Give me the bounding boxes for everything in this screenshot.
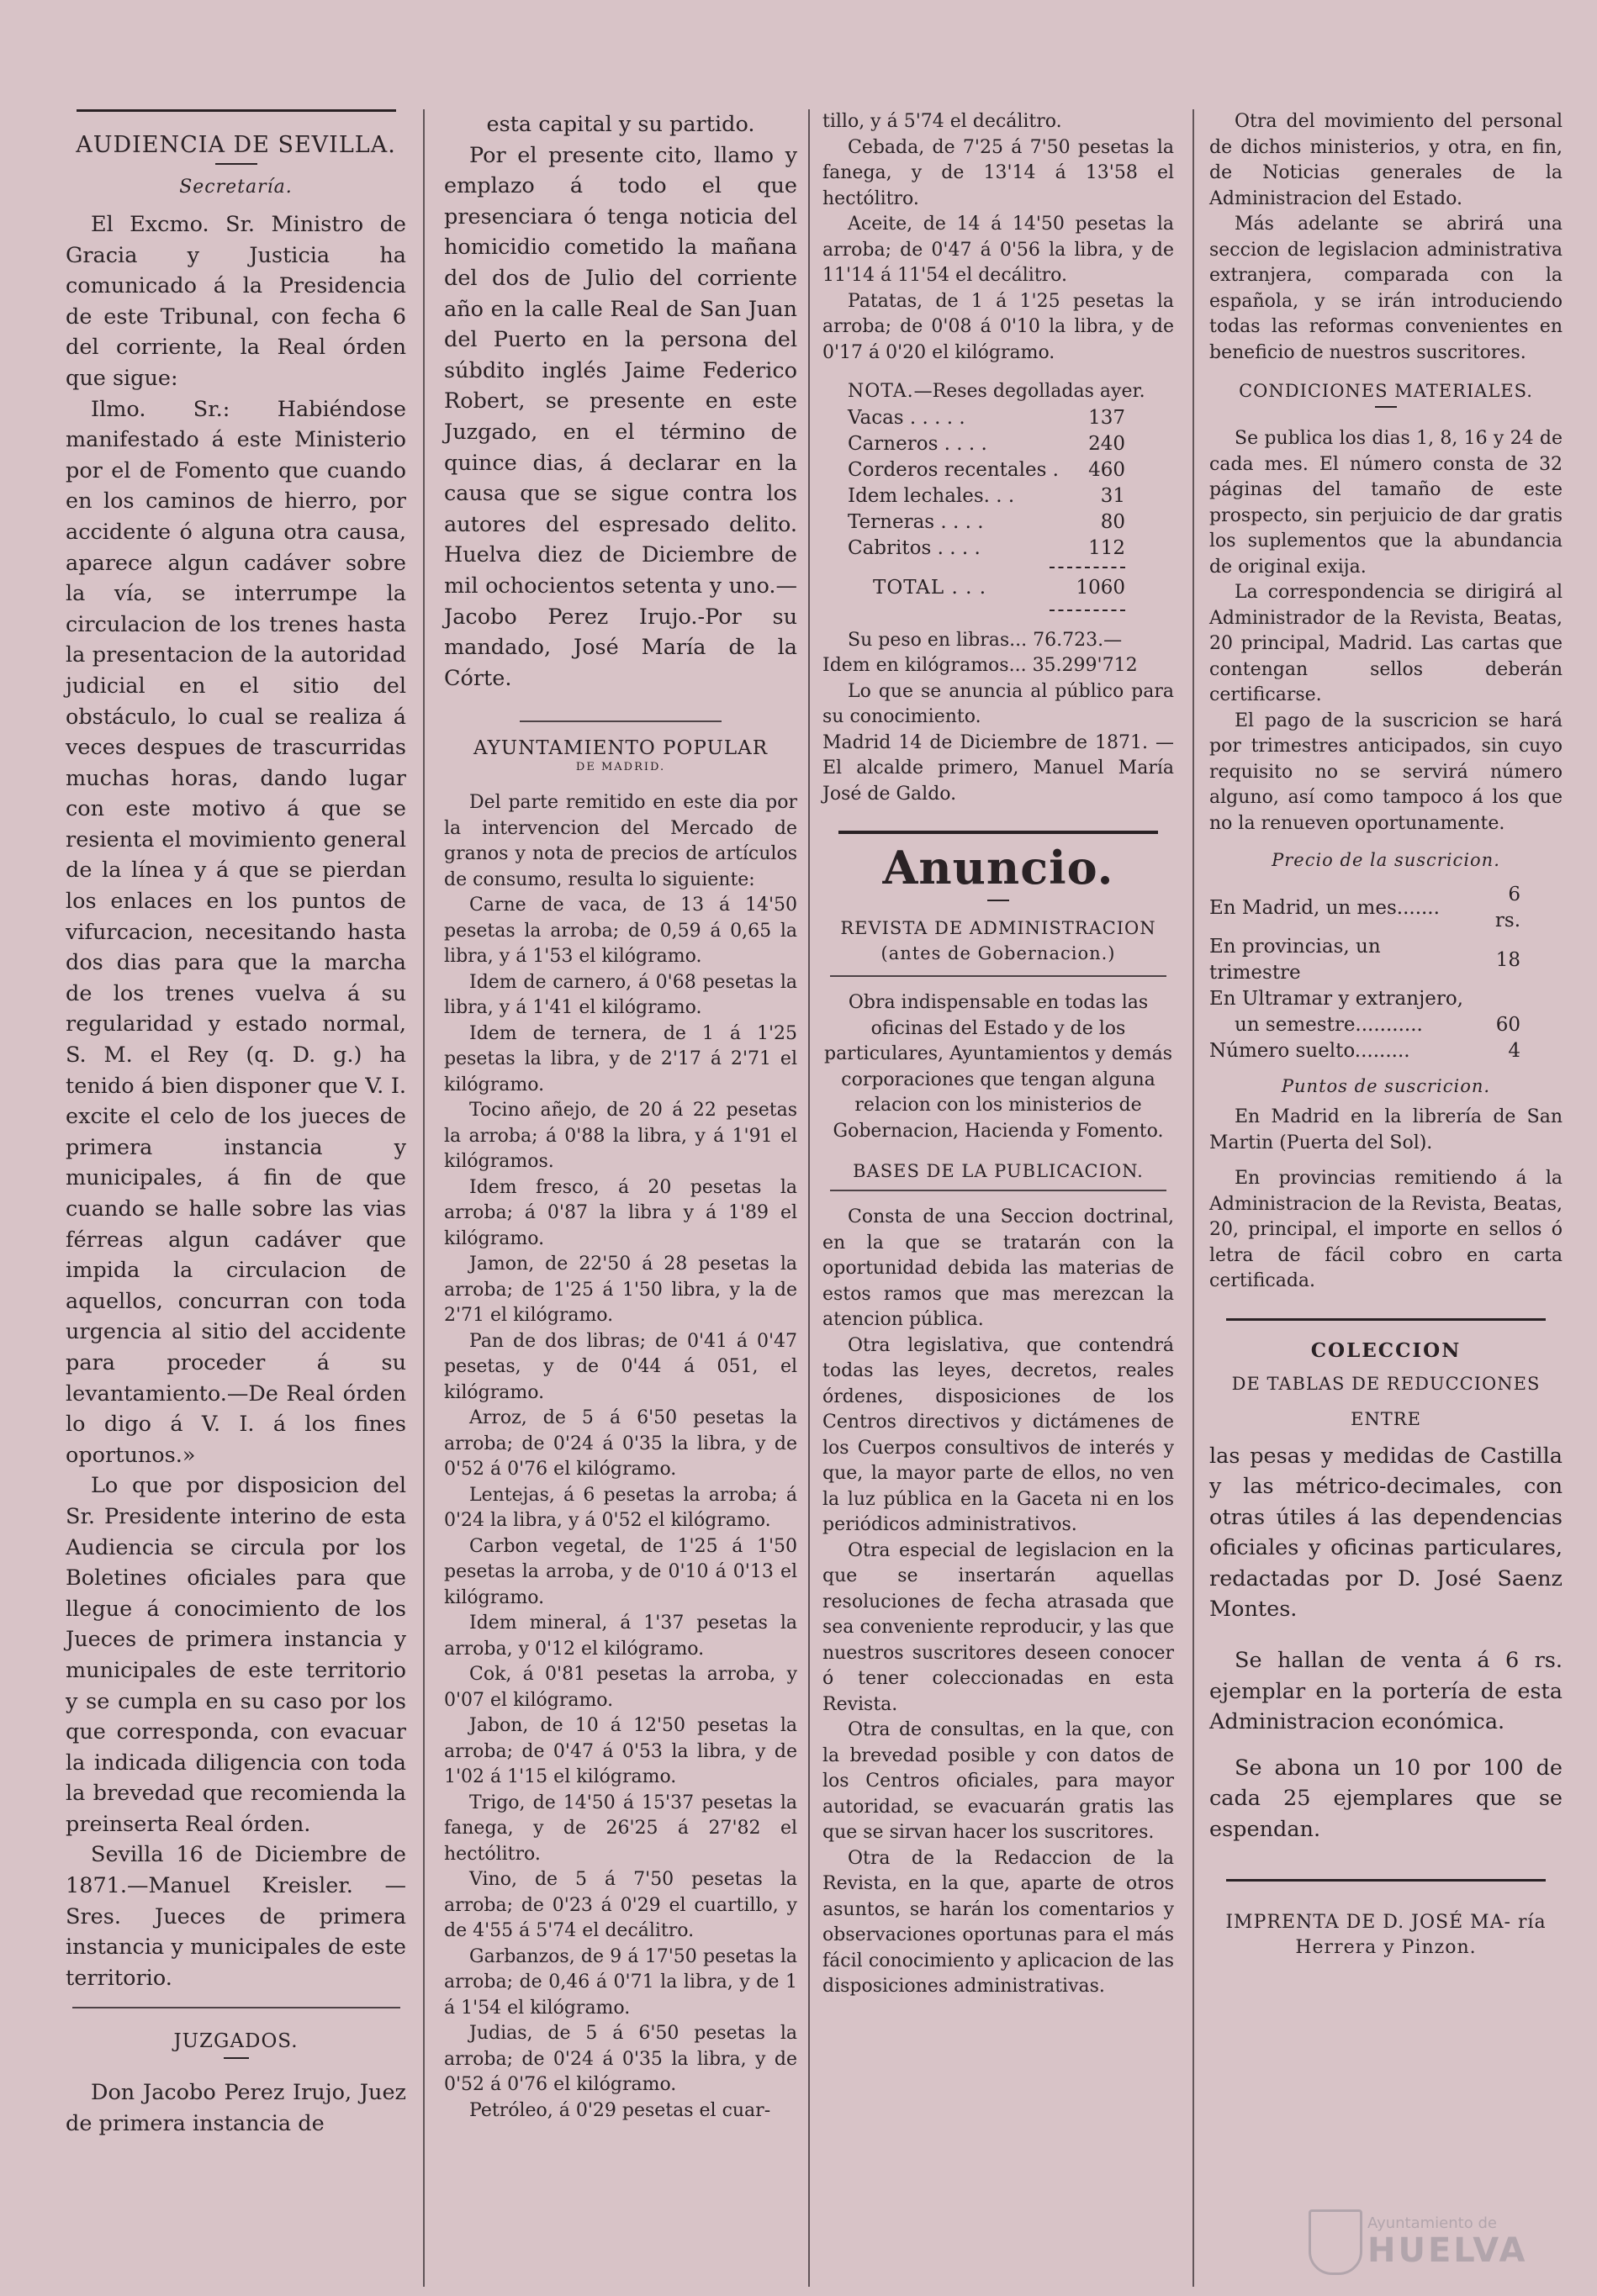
column-4 (1209, 101, 1563, 1961)
price-item: Tocino añejo, de 20 á 22 pesetas la arroba; á 0'88 la libra, y á 1'91 el kilógramos. (444, 1100, 797, 1173)
divider (1226, 1318, 1546, 1321)
paragraph: Madrid 14 de Diciembre de 1871. —El alcalde primero, Manuel María José de Galdo. (822, 731, 1174, 805)
price-item: Pan de dos libras; de 0'41 á 0'47 pesetas, y de 0'44 á 051, el kilógramo. (444, 1330, 797, 1403)
price-item: Cok, á 0'81 pesetas la arroba, y 0'07 el kilógramo. (444, 1664, 797, 1711)
row-label: Carneros . . . . (848, 432, 987, 455)
price-item: Carne de vaca, de 13 á 14'50 pesetas la arroba; de 0,59 á 0,65 la libra, y á 1'53 el kilógramo. (444, 895, 797, 968)
table-row (1209, 934, 1520, 986)
table-row (1209, 882, 1520, 934)
row-value: 112 (1088, 536, 1125, 559)
condiciones-title: CONDICIONES MATERIALES. (1239, 381, 1533, 401)
nota-text: —Reses degolladas ayer. (913, 381, 1145, 402)
paragraph: Otra de consultas, en la que, con la brevedad posible y con datos de los Centros oficiales, para mayor autoridad, se evacuarán gratis las que se sirvan hacer los suscritores. (822, 1719, 1174, 1843)
tablas-title: DE TABLAS DE REDUCCIONES (1231, 1373, 1541, 1394)
table-row (848, 536, 1134, 562)
divider (1375, 406, 1397, 408)
divider (830, 1190, 1166, 1191)
coleccion-title: COLECCION (1310, 1338, 1462, 1362)
price-value: 6 rs. (1494, 884, 1520, 932)
row-value: 460 (1088, 458, 1125, 481)
divider (1226, 1879, 1546, 1882)
row-label: Cabritos . . . . (848, 536, 981, 559)
price-item: Carbon vegetal, de 1'25 á 1'50 pesetas la arroba, y de 0'10 á 0'13 el kilógramo. (444, 1535, 797, 1608)
price-table (1209, 882, 1520, 1064)
divider (520, 720, 722, 722)
total-value: 1060 (1076, 576, 1125, 599)
paragraph: Idem en kilógramos... 35.299'712 (822, 655, 1138, 676)
price-label: En Ultramar y extranjero, (1209, 988, 1463, 1010)
price-item: Arroz, de 5 á 6'50 pesetas la arroba; de 0'24 á 0'35 la libra, y de 0'52 á 0'76 el kilógramo. (444, 1407, 797, 1481)
price-label: un semestre........... (1235, 1014, 1423, 1036)
paragraph: El pago de la suscricion se hará por trimestres anticipados, sin cuyo requisito no se servirá número alguno, así como tampoco á los que no la renueven oportunamente. (1209, 710, 1563, 834)
row-value: 240 (1088, 432, 1125, 455)
price-item: Idem fresco, á 20 pesetas la arroba; á 0'87 la libra y á 1'89 el kilógramo. (444, 1176, 797, 1249)
divider (224, 2057, 249, 2059)
paragraph: Más adelante se abrirá una seccion de legislacion administrativa extranjera, comparada con la española, y se irán introduciendo todas las reformas convenientes en beneficio de nuestros suscritores. (1209, 214, 1563, 363)
paragraph: Otra legislativa, que contendrá todas las leyes, decretos, reales órdenes, disposiciones de los Centros directivos y dictámenes de los Cuerpos consultivos de interés y que, la mayor parte de ellos, no ven la luz pública en la Gaceta ni en los periódicos administrativos. (822, 1334, 1174, 1535)
column-rule (808, 109, 810, 2287)
puntos-title: Puntos de suscricion. (1281, 1076, 1491, 1096)
price-item: Vino, de 5 á 7'50 pesetas la arroba; de 0'23 á 0'29 el cuartillo, y de 4'55 á 5'74 el decálitro. (444, 1869, 797, 1942)
paragraph: Se publica los dias 1, 8, 16 y 24 de cada mes. El número consta de 32 páginas del tamaño de este prospecto, sin perjuicio de dar gratis los suplementos que la abundancia de original exija. (1209, 428, 1563, 578)
table-row (1209, 1012, 1520, 1038)
bases-title: BASES DE LA PUBLICACION. (853, 1161, 1144, 1181)
paragraph: Se hallan de venta á 6 rs. ejemplar en la portería de esta Administracion económica. (1209, 1648, 1563, 1735)
watermark-small: Ayuntamiento de (1367, 2214, 1497, 2232)
nota-block (822, 379, 1174, 611)
price-item: Idem de carnero, á 0'68 pesetas la libra, y á 1'41 el kilógramo. (444, 971, 797, 1019)
total-label: TOTAL . . . (873, 576, 987, 599)
divider (72, 2007, 400, 2008)
price-item: Lentejas, á 6 pesetas la arroba; á 0'24 la libra, y á 0'52 el kilógramo. (444, 1484, 797, 1532)
column-rule (423, 109, 425, 2287)
precio-title: Precio de la suscricion. (1272, 850, 1500, 870)
paragraph: Lo que por disposicion del Sr. Presidente interino de esta Audiencia se circula por los Boletines oficiales para que llegue á conocimiento de los Jueces de primera instancia y municipales de este territorio y se cumpla en su caso por los que corresponda, con evacuar la indicada diligencia con toda la brevedad que recomienda la preinserta Real órden. (66, 1473, 406, 1837)
paragraph: Su peso en libras... 76.723.— (848, 629, 1123, 651)
total-rule (1050, 567, 1125, 568)
price-item: Cebada, de 7'25 á 7'50 pesetas la fanega, y de 13'14 á 13'58 el hectólitro. (822, 136, 1174, 209)
price-label: Número suelto......... (1209, 1040, 1410, 1062)
paragraph: El Excmo. Sr. Ministro de Gracia y Justicia ha comunicado á la Presidencia de este Tribunal, con fecha 6 del corriente, la Real órden que sigue: (66, 212, 406, 391)
section-title: AYUNTAMIENTO POPULAR (473, 737, 769, 760)
price-item: Petróleo, á 0'29 pesetas el cuar- (469, 2099, 771, 2121)
imprenta-text: IMPRENTA DE D. JOSÉ MA- ría Herrera y Pinzon. (1225, 1911, 1547, 1959)
paragraph: Del parte remitido en este dia por la intervencion del Mercado de granos y nota de precios de artículos de consumo, resulta lo siguiente: (444, 792, 797, 890)
row-label: Terneras . . . . (848, 510, 984, 533)
price-item: Judias, de 5 á 6'50 pesetas la arroba; de 0'24 á 0'35 la libra, y de 0'52 á 0'76 el kilógramo. (444, 2023, 797, 2096)
row-label: Idem lechales. . . (848, 484, 1015, 507)
divider (838, 831, 1158, 834)
row-value: 31 (1100, 484, 1125, 507)
price-item: Idem mineral, á 1'37 pesetas la arroba, y 0'12 el kilógramo. (444, 1612, 797, 1660)
nota-label: NOTA. (848, 381, 914, 402)
table-row (848, 457, 1134, 483)
table-row (848, 405, 1134, 431)
paragraph: Obra indispensable en todas las oficinas del Estado y de los particulares, Ayuntamientos y demás corporaciones que tengan alguna relacion con los ministerios de Gobernacion, Hacienda y Fomento. (823, 992, 1172, 1142)
price-label: En provincias, un trimestre (1209, 936, 1381, 984)
row-value: 137 (1088, 406, 1125, 429)
price-item: Jabon, de 10 á 12'50 pesetas la arroba; de 0'47 á 0'53 la libra, y de 1'02 á 1'15 el kilógramo. (444, 1715, 797, 1788)
total-row (848, 575, 1134, 601)
price-label: En Madrid, un mes....... (1209, 896, 1440, 919)
price-item: tillo, y á 5'74 el decálitro. (822, 111, 1062, 132)
column-3 (822, 101, 1174, 2000)
watermark (1309, 2209, 1578, 2277)
paragraph: Otra de la Redaccion de la Revista, en la que, aparte de otros asuntos, se harán los comentarios y observaciones oportunas para el más fácil conocimiento y aplicacion de las disposiciones administrativas. (822, 1847, 1174, 1997)
paragraph: las pesas y medidas de Castilla y las métrico-decimales, con otras útiles á las dependencias oficiales y oficinas particulares, redactadas por D. José Saenz Montes. (1209, 1443, 1563, 1623)
section-subtitle: Secretaría. (179, 177, 293, 198)
paragraph: Don Jacobo Perez Irujo, Juez de primera instancia de (66, 2080, 406, 2137)
table-row (1209, 986, 1520, 1012)
paragraph: Ilmo. Sr.: Habiéndose manifestado á este Ministerio por el de Fomento que cuando en los caminos de hierro, por accidente ó alguna otra causa, aparece algun cadáver sobre la vía, se interrumpe la circulacion de los trenes hasta la presentacion de la autoridad judicial en el sitio del obstáculo, lo cual se realiza á veces despues de trascurridas muchas horas, dando lugar con este motivo á que se resienta el movimiento general de la línea y á que se pierdan los enlaces en los puntos de vifurcacion, necesitando hasta dos dias para que la marcha de los trenes vuelva á su regularidad y estado normal, S. M. el Rey (q. D. g.) ha tenido á bien disponer que V. I. excite el celo de los jueces de primera instancia y municipales, á fin de que cuando se halle sobre las vias férreas algun cadáver que impida la circulacion de aquellos, concurran con toda urgencia al sitio del accidente para proceder á su levantamiento.—De Real órden lo digo á V. I. á los fines oportunos.» (66, 396, 406, 1468)
paragraph: Otra especial de legislacion en la que se insertarán aquellas resoluciones de fecha atrasada que sea conveniente reproducir, y las que nuestros suscritores deseen conocer ó tener coleccionadas en esta Revista. (822, 1539, 1174, 1715)
paragraph: Sevilla 16 de Diciembre de 1871.—Manuel Kreisler. —Sres. Jueces de primera instancia y municipales de este territorio. (66, 1842, 406, 1991)
price-item: Idem de ternera, de 1 á 1'25 pesetas la libra, y de 2'17 á 2'71 el kilógramo. (444, 1022, 797, 1095)
paragraph: Lo que se anuncia al público para su conocimiento. (822, 680, 1174, 727)
row-label: Corderos recentales . (848, 458, 1059, 481)
price-item: Aceite, de 14 á 14'50 pesetas la arroba; de 0'47 á 0'56 la libra, y de 11'14 á 11'54 el decálitro. (822, 214, 1174, 286)
section-title: JUZGADOS. (173, 2030, 299, 2053)
price-value: 18 (1495, 948, 1520, 971)
paragraph: En provincias remitiendo á la Administracion de la Revista, Beatas, 20, principal, el importe en sellos ó letra de fácil cobro en carta certificada. (1209, 1168, 1563, 1291)
table-row (848, 431, 1134, 457)
price-value: 60 (1495, 1014, 1520, 1036)
paragraph: La correspondencia se dirigirá al Administrador de la Revista, Beatas, 20 principal, Madrid. Las cartas que contengan sellos deberán certificarse. (1209, 582, 1563, 705)
paragraph: Otra del movimiento del personal de dichos ministerios, y otra, en fin, de Noticias generales de la Administracion del Estado. (1209, 111, 1563, 209)
column-1 (66, 101, 406, 2140)
column-2 (444, 101, 797, 2124)
section-subtitle: DE MADRID. (575, 761, 666, 774)
price-item: Trigo, de 14'50 á 15'37 pesetas la fanega, y de 26'25 á 27'82 el hectólitro. (444, 1792, 797, 1865)
watermark-big: HUELVA (1367, 2231, 1528, 2270)
paragraph: Se abona un 10 por 100 de cada 25 ejemplares que se espendan. (1209, 1755, 1563, 1843)
nota-table (848, 405, 1134, 562)
paragraph: Consta de una Seccion doctrinal, en la que se tratarán con la oportunidad debida las materias de estos ramos que mas merezcan la atencion pública. (822, 1206, 1174, 1330)
entre-title: ENTRE (1351, 1408, 1421, 1429)
paragraph: En Madrid en la librería de San Martin (Puerta del Sol). (1209, 1106, 1563, 1153)
price-item: Patatas, de 1 á 1'25 pesetas la arroba; de 0'08 á 0'10 la libra, y de 0'17 á 0'20 el kilógramo. (822, 290, 1174, 363)
row-value: 80 (1100, 510, 1125, 533)
paragraph: esta capital y su partido. (486, 112, 755, 137)
divider (215, 163, 257, 165)
price-item: Jamon, de 22'50 á 28 pesetas la arroba; de 1'25 á 1'50 libra, y la de 2'71 el kilógramo. (444, 1254, 797, 1327)
table-row (1209, 1038, 1520, 1064)
revista-title: REVISTA DE ADMINISTRACION (840, 918, 1156, 938)
watermark-text (1367, 2214, 1527, 2269)
total-table (848, 575, 1134, 601)
price-value: 4 (1508, 1040, 1520, 1062)
price-item: Garbanzos, de 9 á 17'50 pesetas la arroba; de 0,46 á 0'71 la libra, y de 1 á 1'54 el kilógramo. (444, 1945, 797, 2019)
anuncio-title: Anuncio. (882, 841, 1114, 895)
paragraph: Por el presente cito, llamo y emplazo á todo el que presenciara ó tenga noticia del homicidio cometido la mañana del dos de Julio del corriente año en la calle Real de San Juan del Puerto en la persona del súbdito inglés Jaime Federico Robert, se presente en este Juzgado, en el término de quince dias, á declarar en la causa que se sigue contra los autores del espresado delito. Huelva diez de Diciembre de mil ochocientos setenta y uno.—Jacobo Perez Irujo.-Por su mandado, José María de la Córte. (444, 142, 797, 691)
table-row (848, 509, 1134, 536)
divider (830, 975, 1166, 977)
total-rule (1050, 610, 1125, 611)
section-title: AUDIENCIA DE SEVILLA. (76, 132, 396, 158)
top-rule (77, 109, 396, 112)
revista-subtitle: (antes de Gobernacion.) (880, 943, 1116, 963)
row-label: Vacas . . . . . (848, 406, 965, 429)
nota-heading (848, 379, 1174, 405)
divider (987, 900, 1009, 901)
price-value (1477, 986, 1520, 1012)
table-row (848, 483, 1134, 509)
city-shield-icon (1309, 2209, 1362, 2275)
column-rule (1192, 109, 1194, 2287)
